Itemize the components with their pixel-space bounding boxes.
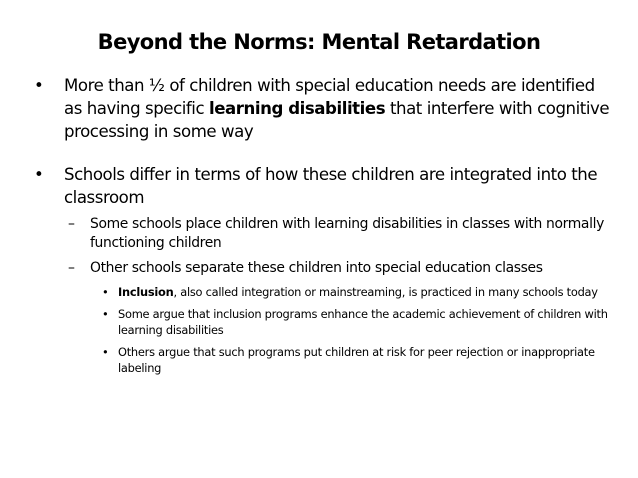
bullet-text: More than ½ of children with special education needs are identified as having specific — [64, 76, 595, 118]
bullet-marker: • — [102, 285, 109, 299]
sub-sub-bullet-bold-text: Inclusion — [118, 285, 174, 299]
bullet-marker: • — [34, 76, 44, 95]
bullet-text-end: that interfere with cognitive processing in some way — [64, 99, 610, 141]
dash-marker: – — [68, 216, 75, 232]
sub-sub-bullet-text: , also called integration or mainstreaming, is practiced in many schools today — [173, 285, 598, 299]
bullet-schools-differ — [34, 163, 614, 209]
sub-bullet-text: Other schools separate these children into special education classes — [90, 260, 543, 276]
sub-bullet-separate-children — [34, 259, 614, 278]
sub-sub-bullet-enhance — [34, 306, 614, 338]
bullet-text: Schools differ in terms of how these children are integrated into the classroom — [64, 165, 598, 207]
sub-bullet-text: Some schools place children with learning disabilities in classes with normally functioning children — [90, 216, 604, 251]
sub-sub-bullet-risk — [34, 344, 614, 376]
bullet-bold-text: learning disabilities — [208, 99, 386, 118]
bullet-marker: • — [34, 165, 44, 184]
bullet-learning-disabilities — [34, 74, 614, 143]
dash-marker: – — [68, 260, 75, 276]
slide-content — [34, 74, 614, 382]
sub-sub-bullet-text: Some argue that inclusion programs enhance the academic achievement of children with learning disabilities — [118, 307, 608, 337]
sub-sub-bullet-text: Others argue that such programs put children at risk for peer rejection or inappropriate labeling — [118, 345, 595, 375]
sub-sub-bullet-inclusion — [34, 284, 614, 300]
bullet-marker: • — [102, 307, 109, 321]
slide-title: Beyond the Norms: Mental Retardation — [97, 30, 541, 54]
bullet-marker: • — [102, 345, 109, 359]
sub-bullet-place-children — [34, 215, 614, 253]
